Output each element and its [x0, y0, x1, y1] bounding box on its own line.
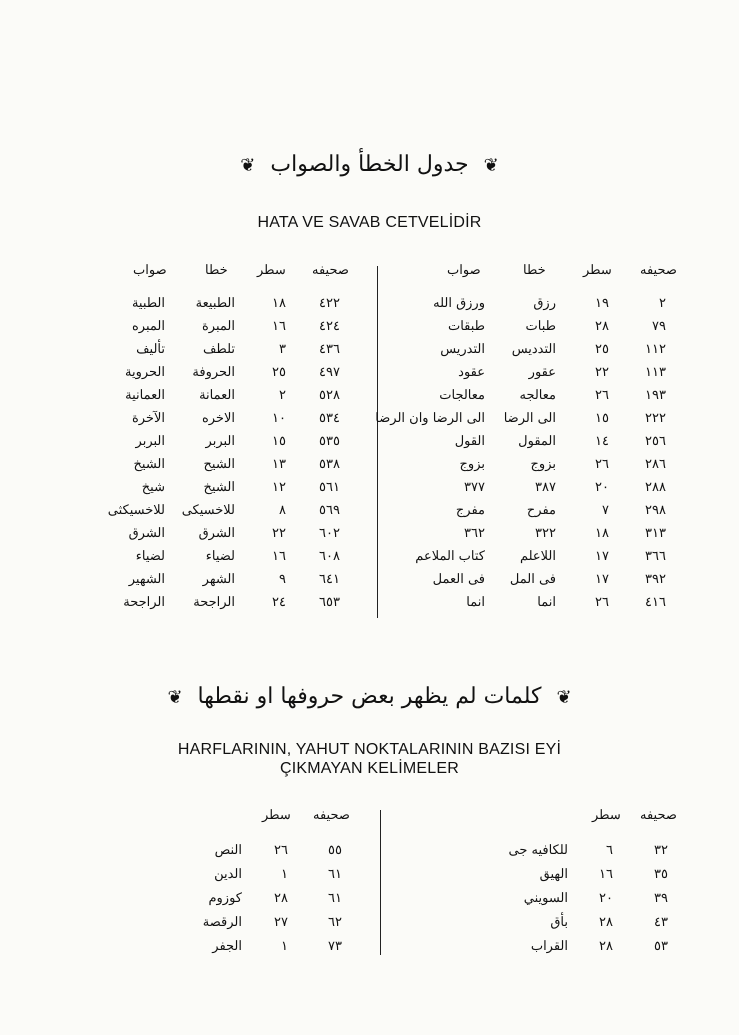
line-number-cell: ١٤	[595, 434, 609, 449]
wrong-word-cell: رزق	[533, 296, 556, 311]
page-number-cell: ٣٩	[654, 891, 668, 906]
page-number-cell: ٥٦٩	[319, 503, 340, 518]
page-number-cell: ٥٣	[654, 939, 668, 954]
line-number-cell: ٨	[279, 503, 286, 518]
correct-word-cell: المبره	[132, 319, 165, 334]
page-number-cell: ١١٢	[645, 342, 666, 357]
line-number-cell: ٢٨	[595, 319, 609, 334]
page-number-cell: ٤٩٧	[319, 365, 340, 380]
line-number-cell: ٢٨	[274, 891, 288, 906]
wrong-word-cell: التدديس	[511, 342, 556, 357]
page-number-cell: ٦١	[328, 867, 342, 882]
line-number-cell: ٢٦	[274, 843, 288, 858]
errata-right-header-right: صواب	[447, 263, 481, 278]
errata-left-header-wrong: خطا	[205, 263, 228, 278]
missing-left-header-page: صحيفه	[313, 808, 350, 823]
line-number-cell: ١٠	[272, 411, 286, 426]
line-number-cell: ٧	[602, 503, 609, 518]
table-row	[0, 480, 739, 500]
wrong-word-cell: فى المل	[509, 572, 556, 587]
correct-word-cell: شيخ	[141, 480, 165, 495]
correct-word-cell: انما	[466, 595, 485, 610]
errata-left-header-right: صواب	[133, 263, 167, 278]
correct-word-cell: للاخسيكثى	[107, 503, 165, 518]
line-number-cell: ٢٧	[274, 915, 288, 930]
correct-word-cell: العمانية	[125, 388, 165, 403]
wrong-word-cell: اللاعلم	[519, 549, 556, 564]
line-number-cell: ٢٥	[595, 342, 609, 357]
wrong-word-cell: البربر	[205, 434, 235, 449]
wrong-word-cell: تلطف	[202, 342, 235, 357]
page-number-cell: ٤٣	[654, 915, 668, 930]
page-number-cell: ٣٦٦	[645, 549, 666, 564]
correct-word-cell: كتاب الملاعم	[415, 549, 485, 564]
page-number-cell: ٦٥٣	[319, 595, 340, 610]
word-cell: للكافيه جى	[508, 843, 568, 858]
page-number-cell: ٤٣٦	[319, 342, 340, 357]
table-row	[0, 891, 739, 911]
line-number-cell: ٢٤	[272, 595, 286, 610]
correct-word-cell: بزوج	[459, 457, 485, 472]
wrong-word-cell: طبات	[525, 319, 556, 334]
wrong-word-cell: الشرق	[198, 526, 235, 541]
page-number-cell: ٥٣٤	[319, 411, 340, 426]
table-row	[0, 411, 739, 431]
wrong-word-cell: الى الرضا	[503, 411, 556, 426]
word-cell: بأق	[550, 915, 568, 930]
wrong-word-cell: المقول	[518, 434, 556, 449]
page-number-cell: ٥٢٨	[319, 388, 340, 403]
page-number-cell: ٥٣٨	[319, 457, 340, 472]
word-cell: كوزوم	[208, 891, 242, 906]
line-number-cell: ١٩	[595, 296, 609, 311]
ornament-icon: ❦	[167, 687, 183, 708]
ornament-icon: ❦	[240, 155, 256, 176]
wrong-word-cell: ٣٢٢	[535, 526, 556, 541]
wrong-word-cell: لضياء	[205, 549, 235, 564]
wrong-word-cell: بزوج	[530, 457, 556, 472]
correct-word-cell: الشيخ	[133, 457, 165, 472]
correct-word-cell: ورزق الله	[433, 296, 485, 311]
line-number-cell: ١٦	[272, 319, 286, 334]
table-row	[0, 843, 739, 863]
table-row	[0, 296, 739, 316]
errata-title-arabic	[0, 152, 739, 177]
table-row	[0, 549, 739, 569]
page-number-cell: ٤٢٤	[319, 319, 340, 334]
page-number-cell: ٣٢	[654, 843, 668, 858]
word-cell: القراب	[530, 939, 568, 954]
page-number-cell: ٦١	[328, 891, 342, 906]
page-number-cell: ٣١٣	[645, 526, 666, 541]
line-number-cell: ٢	[279, 388, 286, 403]
wrong-word-cell: مفرح	[526, 503, 556, 518]
missing-title-ar-text: كلمات لم يظهر بعض حروفها او نقطها	[197, 684, 542, 709]
correct-word-cell: الشرق	[128, 526, 165, 541]
line-number-cell: ٢٦	[595, 457, 609, 472]
correct-word-cell: عقود	[458, 365, 485, 380]
page-number-cell: ٢٨٦	[645, 457, 666, 472]
correct-word-cell: معالجات	[439, 388, 485, 403]
correct-word-cell: مفرج	[455, 503, 485, 518]
line-number-cell: ٢٢	[272, 526, 286, 541]
missing-right-header-line: سطر	[592, 808, 621, 823]
table-row	[0, 434, 739, 454]
correct-word-cell: الآخرة	[131, 411, 165, 426]
missing-left-header-line: سطر	[262, 808, 291, 823]
page-number-cell: ١١٣	[645, 365, 666, 380]
missing-right-header-page: صحيفه	[640, 808, 677, 823]
table-row	[0, 457, 739, 477]
page-number-cell: ٢٢٢	[645, 411, 666, 426]
errata-title-turkish: HATA VE SAVAB CETVELİDİR	[257, 214, 482, 231]
page-number-cell: ٢	[659, 296, 666, 311]
wrong-word-cell: انما	[537, 595, 556, 610]
correct-word-cell: الشهير	[128, 572, 165, 587]
correct-word-cell: الحروية	[124, 365, 165, 380]
errata-right-header-line: سطر	[583, 263, 612, 278]
line-number-cell: ١٦	[272, 549, 286, 564]
wrong-word-cell: للاخسيكى	[181, 503, 235, 518]
table-row	[0, 939, 739, 959]
wrong-word-cell: معالجه	[519, 388, 556, 403]
correct-word-cell: الطبية	[131, 296, 165, 311]
line-number-cell: ٢٥	[272, 365, 286, 380]
wrong-word-cell: الشيح	[203, 457, 235, 472]
page-number-cell: ٢٩٨	[645, 503, 666, 518]
line-number-cell: ٢٨	[599, 939, 613, 954]
correct-word-cell: ٣٦٢	[464, 526, 485, 541]
table-row	[0, 915, 739, 935]
line-number-cell: ٢٦	[595, 595, 609, 610]
line-number-cell: ١٨	[595, 526, 609, 541]
correct-word-cell: البربر	[135, 434, 165, 449]
page-number-cell: ٤٢٢	[319, 296, 340, 311]
correct-word-cell: الى الرضا وان الرضا	[375, 411, 485, 426]
missing-title-turkish-line2: ÇIKMAYAN KELİMELER	[279, 760, 460, 777]
line-number-cell: ١٨	[272, 296, 286, 311]
line-number-cell: ٢٠	[595, 480, 609, 495]
line-number-cell: ٢٢	[595, 365, 609, 380]
missing-title-turkish-line1: HARFLARININ, YAHUT NOKTALARININ BAZISI EYİ	[177, 741, 562, 758]
errata-title-ar-text: جدول الخطأ والصواب	[270, 152, 469, 177]
word-cell: النص	[214, 843, 242, 858]
missing-title-arabic	[0, 684, 739, 709]
line-number-cell: ٢٠	[599, 891, 613, 906]
word-cell: الجفر	[212, 939, 242, 954]
ornament-icon: ❦	[556, 687, 572, 708]
page-number-cell: ٢٥٦	[645, 434, 666, 449]
correct-word-cell: ٣٧٧	[464, 480, 485, 495]
page-number-cell: ٧٩	[652, 319, 666, 334]
table-row	[0, 503, 739, 523]
page-number-cell: ٥٥	[328, 843, 342, 858]
word-cell: السويني	[523, 891, 568, 906]
page-number-cell: ٦٠٨	[319, 549, 340, 564]
page-number-cell: ٣٩٢	[645, 572, 666, 587]
wrong-word-cell: الاخره	[201, 411, 235, 426]
page-number-cell: ٧٣	[328, 939, 342, 954]
wrong-word-cell: الشهر	[202, 572, 235, 587]
line-number-cell: ١٢	[272, 480, 286, 495]
page-number-cell: ٣٥	[654, 867, 668, 882]
errata-right-header-wrong: خطا	[523, 263, 546, 278]
line-number-cell: ٦	[606, 843, 613, 858]
page-number-cell: ٦٢	[328, 915, 342, 930]
table-row	[0, 388, 739, 408]
line-number-cell: ٢٨	[599, 915, 613, 930]
line-number-cell: ١	[281, 867, 288, 882]
wrong-word-cell: الراجحة	[193, 595, 235, 610]
wrong-word-cell: العمانة	[199, 388, 235, 403]
line-number-cell: ٣	[279, 342, 286, 357]
line-number-cell: ١٧	[595, 549, 609, 564]
errata-left-header-page: صحيفه	[312, 263, 349, 278]
page-number-cell: ١٩٣	[645, 388, 666, 403]
word-cell: الهيق	[539, 867, 568, 882]
page-number-cell: ٦٠٢	[319, 526, 340, 541]
correct-word-cell: التدريس	[440, 342, 485, 357]
correct-word-cell: الراجحة	[123, 595, 165, 610]
correct-word-cell: طبقات	[447, 319, 485, 334]
table-row	[0, 342, 739, 362]
correct-word-cell: القول	[454, 434, 485, 449]
table-row	[0, 319, 739, 339]
wrong-word-cell: الطبيعة	[195, 296, 235, 311]
page-number-cell: ٥٦١	[319, 480, 340, 495]
page-number-cell: ٢٨٨	[645, 480, 666, 495]
ornament-icon: ❦	[483, 155, 499, 176]
correct-word-cell: تأليف	[136, 342, 165, 357]
wrong-word-cell: الشيخ	[203, 480, 235, 495]
word-cell: الرقصة	[202, 915, 242, 930]
line-number-cell: ٩	[279, 572, 286, 587]
wrong-word-cell: ٣٨٧	[535, 480, 556, 495]
line-number-cell: ١٣	[272, 457, 286, 472]
table-row	[0, 572, 739, 592]
line-number-cell: ١٧	[595, 572, 609, 587]
line-number-cell: ١	[281, 939, 288, 954]
word-cell: الدين	[214, 867, 242, 882]
page-number-cell: ٥٣٥	[319, 434, 340, 449]
wrong-word-cell: عقور	[528, 365, 556, 380]
line-number-cell: ١٥	[595, 411, 609, 426]
table-row	[0, 595, 739, 615]
correct-word-cell: فى العمل	[432, 572, 485, 587]
line-number-cell: ٢٦	[595, 388, 609, 403]
table-row	[0, 365, 739, 385]
errata-right-header-page: صحيفه	[640, 263, 677, 278]
wrong-word-cell: الحروفة	[192, 365, 235, 380]
wrong-word-cell: المبرة	[202, 319, 235, 334]
table-row	[0, 867, 739, 887]
line-number-cell: ١٦	[599, 867, 613, 882]
page-number-cell: ٦٤١	[319, 572, 340, 587]
correct-word-cell: لضياء	[135, 549, 165, 564]
page-number-cell: ٤١٦	[645, 595, 666, 610]
line-number-cell: ١٥	[272, 434, 286, 449]
errata-left-header-line: سطر	[257, 263, 286, 278]
table-row	[0, 526, 739, 546]
